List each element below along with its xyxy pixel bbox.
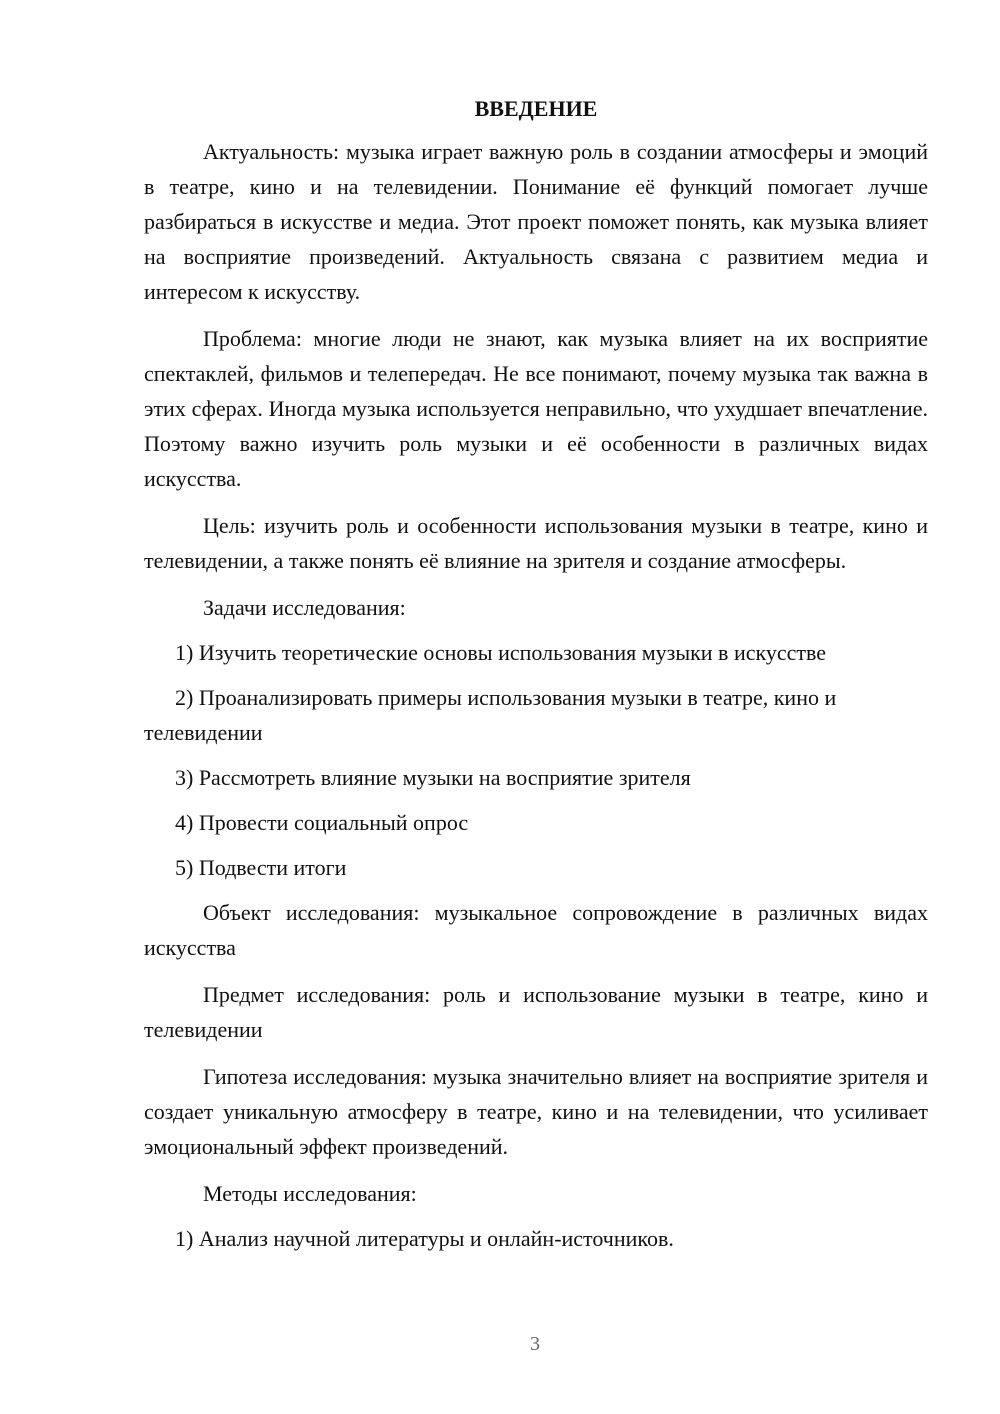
- task-item: 3) Рассмотреть влияние музыки на восприятие зрителя: [175, 765, 691, 790]
- problem-paragraph: Проблема: многие люди не знают, как музыка влияет на их восприятие спектаклей, фильмов и телепередач. Не все понимают, почему музыка так важна в этих сферах. Иногда музыка используется неправильно, что ухудшает впечатление. Поэтому важно изучить роль музыки и её особенности в различных видах искусства.: [144, 326, 928, 491]
- method-item: 1) Анализ научной литературы и онлайн-источников.: [175, 1226, 674, 1251]
- goal-paragraph: Цель: изучить роль и особенности использования музыки в театре, кино и телевидении, а также понять её влияние на зрителя и создание атмосферы.: [144, 513, 928, 573]
- document-page: [144, 96, 928, 1266]
- subject-paragraph: Предмет исследования: роль и использование музыки в театре, кино и телевидении: [144, 982, 928, 1042]
- task-item: 5) Подвести итоги: [175, 855, 347, 880]
- task-item: 2) Проанализировать примеры использования музыки в театре, кино и телевидении: [144, 685, 837, 745]
- task-item: 1) Изучить теоретические основы использования музыки в искусстве: [175, 640, 827, 665]
- tasks-title: Задачи исследования:: [203, 595, 406, 620]
- task-item: 4) Провести социальный опрос: [175, 810, 469, 835]
- relevance-paragraph: Актуальность: музыка играет важную роль в создании атмосферы и эмоций в театре, кино и на телевидении. Понимание её функций помогает лучше разбираться в искусстве и медиа. Этот проект поможет понять, как музыка влияет на восприятие произведений. Актуальность связана с развитием медиа и интересом к искусству.: [144, 139, 928, 304]
- methods-title: Методы исследования:: [203, 1181, 417, 1206]
- hypothesis-paragraph: Гипотеза исследования: музыка значительно влияет на восприятие зрителя и создает уникальную атмосферу в театре, кино и на телевидении, что усиливает эмоциональный эффект произведений.: [144, 1064, 928, 1159]
- section-heading: ВВЕДЕНИЕ: [474, 96, 598, 121]
- page-number: 3: [530, 1333, 540, 1355]
- object-paragraph: Объект исследования: музыкальное сопровождение в различных видах искусства: [144, 900, 928, 960]
